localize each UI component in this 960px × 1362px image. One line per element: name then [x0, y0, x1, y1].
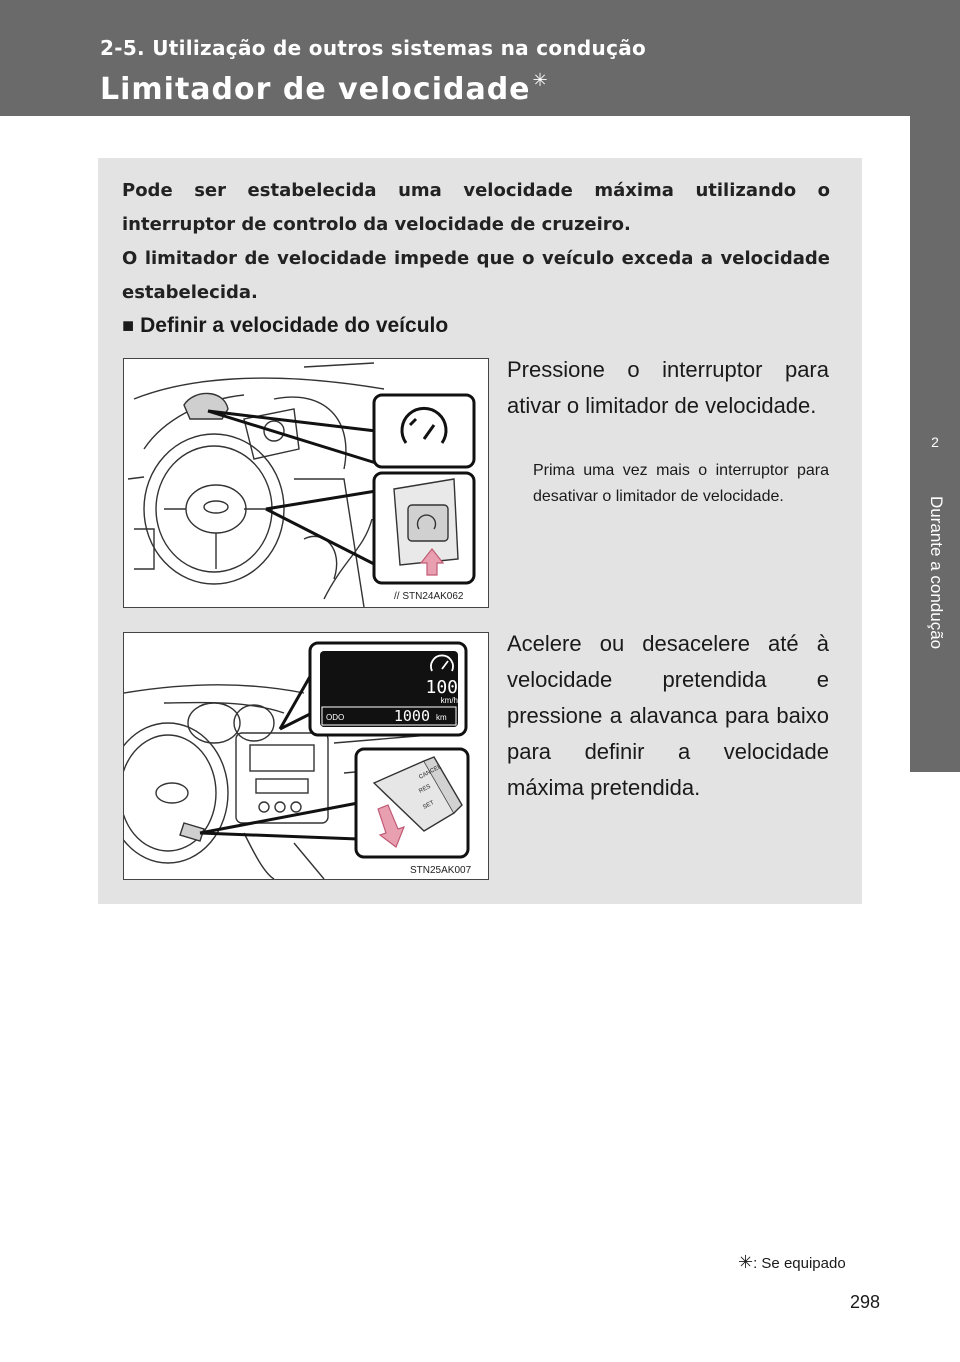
equipped-mark-icon: ✳: [738, 1252, 754, 1272]
subsection-title: Definir a velocidade do veículo: [140, 314, 449, 337]
equipped-mark: ✳: [532, 70, 549, 91]
square-bullet-icon: ■: [122, 315, 135, 337]
display-odo-value: 1000: [393, 707, 430, 725]
intro-paragraph-2: O limitador de velocidade impede que o veículo exceda a velocidade estabelecida.: [122, 248, 830, 303]
intro-text: [122, 174, 830, 310]
display-odo-unit: km: [436, 713, 447, 722]
page-title-text: Limitador de velocidade: [100, 72, 531, 107]
figure-code: STN25AK007: [410, 865, 472, 876]
steering-switch-illustration: [124, 359, 488, 607]
chapter-title: Durante a condução: [927, 496, 946, 650]
step1-text: Pressione o interruptor para ativar o limitador de velocidade.: [507, 357, 829, 418]
chapter-tab: [910, 116, 960, 772]
page-title: [100, 72, 549, 107]
subsection-heading: [122, 314, 448, 338]
footnote: [738, 1252, 846, 1273]
display-odo-label: ODO: [326, 713, 345, 722]
footnote-text: : Se equipado: [753, 1255, 846, 1272]
section-label: 2-5. Utilização de outros sistemas na condução: [100, 36, 647, 60]
display-lever-illustration: [124, 633, 488, 879]
step2-text: Acelere ou desacelere até à velocidade pretendida e pressione a alavanca para baixo para definir a velocidade máxima pretendida.: [507, 631, 829, 800]
lever-res-label: RES: [418, 783, 432, 795]
display-speed-unit: km/h: [440, 696, 458, 705]
intro-paragraph-1: Pode ser estabelecida uma velocidade máxima utilizando o interruptor de controlo da velocidade de cruzeiro.: [122, 180, 830, 235]
display-speed: 100: [425, 677, 458, 698]
step1-note: Prima uma vez mais o interruptor para desativar o limitador de velocidade.: [533, 462, 829, 505]
lever-set-label: SET: [422, 799, 436, 811]
figure-code: // STN24AK062: [394, 591, 464, 602]
chapter-number: 2: [931, 434, 939, 450]
figure-code-text: STN24AK062: [402, 591, 464, 602]
figure-steering-switch: [123, 358, 489, 608]
lever-cancel-label: CANCEL: [418, 764, 443, 781]
page-header: [0, 0, 960, 116]
figure-display-lever: [123, 632, 489, 880]
page-number: 298: [850, 1292, 881, 1312]
